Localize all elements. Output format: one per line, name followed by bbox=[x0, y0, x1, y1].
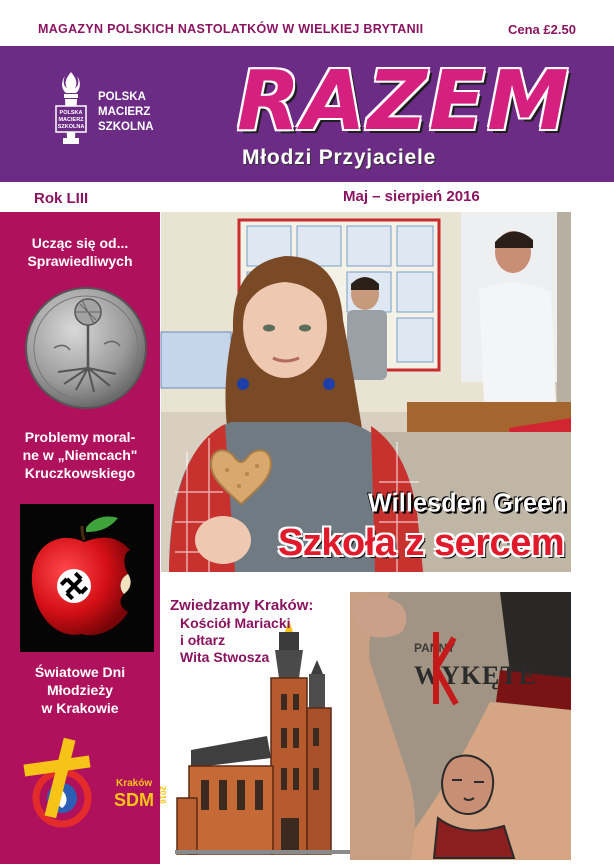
sdm-logo-city: Kraków bbox=[116, 778, 153, 789]
medal-image bbox=[24, 286, 148, 410]
krakow-feature-title: Zwiedzamy Kraków: bbox=[170, 597, 314, 614]
book-title-line1: PANNY bbox=[414, 641, 456, 655]
sidebar-story-sdm bbox=[5, 663, 155, 717]
issue-date: Maj – sierpień 2016 bbox=[343, 188, 480, 205]
torch-logo-icon bbox=[54, 70, 88, 150]
krakow-line-2: i ołtarz bbox=[180, 632, 226, 648]
org-line-2: MACIERZ bbox=[98, 106, 151, 118]
sidebar-item2-line1: Problemy moral- bbox=[24, 429, 136, 445]
sdm-logo-year: 2016 bbox=[158, 786, 167, 804]
krakow-feature-subtitle bbox=[180, 615, 291, 666]
logo-banner-line1: POLSKA bbox=[59, 110, 83, 116]
magazine-subtitle: Młodzi Przyjaciele bbox=[242, 146, 437, 169]
cover-price: Cena £2.50 bbox=[508, 22, 576, 37]
sidebar-item1-line2: Sprawiedliwych bbox=[27, 253, 133, 269]
krakow-line-1: Kościół Mariacki bbox=[180, 615, 291, 631]
sidebar-item1-line1: Ucząc się od... bbox=[31, 235, 129, 251]
sidebar-story-niemcy bbox=[5, 428, 155, 482]
org-line-3: SZKOLNA bbox=[98, 121, 154, 133]
sdm-logo-acronym: SDM bbox=[114, 790, 154, 810]
sidebar-item3-line1: Światowe Dni bbox=[34, 664, 126, 680]
krakow-line-3: Wita Stwosza bbox=[180, 649, 270, 665]
magazine-title: RAZEM bbox=[237, 54, 571, 149]
cover-story-headline: Szkoła z sercem bbox=[278, 522, 565, 564]
sidebar-item3-line2: Młodzieży bbox=[46, 682, 114, 698]
magazine-tagline: MAGAZYN POLSKICH NASTOLATKÓW W WIELKIEJ BRYTANII bbox=[38, 22, 424, 36]
cover-story-location: Willesden Green bbox=[368, 488, 567, 518]
apple-icon bbox=[20, 504, 154, 652]
sidebar-item2-line3: Kruczkowskiego bbox=[24, 465, 136, 481]
book-title-line2: WYKĘTE bbox=[414, 661, 538, 690]
organization-name bbox=[98, 90, 154, 135]
swastika-apple-image bbox=[20, 504, 154, 652]
sidebar-item3-line3: w Krakowie bbox=[41, 700, 119, 716]
issue-volume: Rok LIII bbox=[34, 190, 89, 207]
logo-banner-line2: MACIERZ bbox=[58, 117, 84, 123]
sidebar-item2-line2: ne w „Niemcach" bbox=[22, 447, 138, 463]
world-youth-day-logo bbox=[16, 734, 167, 858]
sidebar-story-sprawiedliwi bbox=[5, 234, 155, 270]
logo-banner-line3: SZKOLNA bbox=[57, 124, 85, 130]
tattoo-arm-image bbox=[350, 592, 571, 860]
top-strip bbox=[0, 0, 614, 46]
org-line-1: POLSKA bbox=[98, 91, 146, 103]
